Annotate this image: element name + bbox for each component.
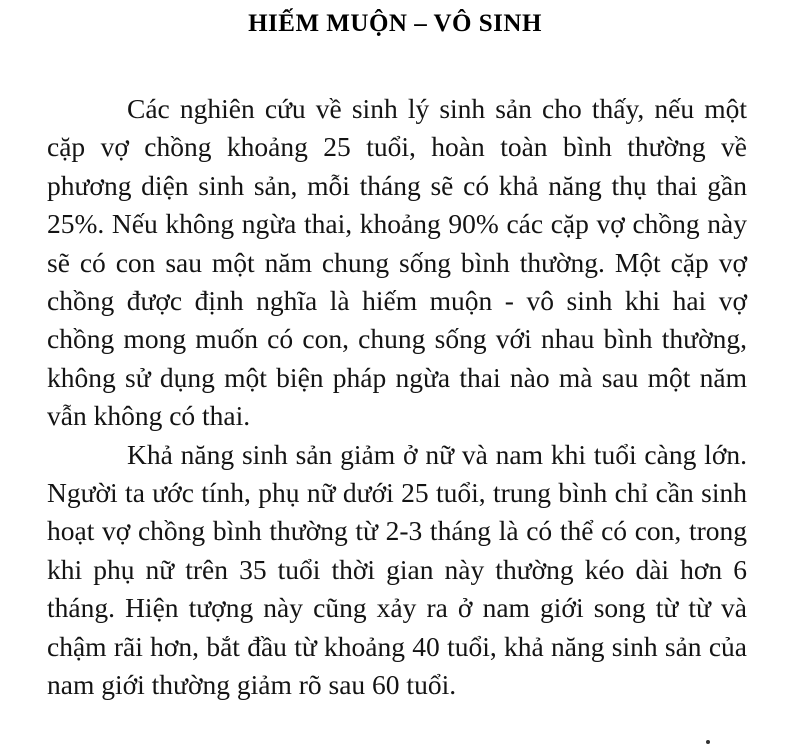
paragraph-line: 25%. Nếu không ngừa thai, khoảng 90% các cặp vợ chồng này	[47, 208, 747, 240]
paragraph-line: khi phụ nữ trên 35 tuổi thời gian này thường kéo dài hơn 6	[47, 553, 747, 585]
paragraph-line: chồng mong muốn có con, chung sống với nhau bình thường,	[47, 323, 747, 355]
paragraph-line: vẫn không có thai.	[47, 400, 251, 432]
document-body	[47, 90, 747, 705]
paragraph-line: Các nghiên cứu về sinh lý sinh sản cho thấy, nếu một	[127, 93, 747, 124]
paragraph-line: Người ta ước tính, phụ nữ dưới 25 tuổi, trung bình chỉ cần sinh	[47, 477, 747, 509]
paragraph-line: sẽ có con sau một năm chung sống bình thường. Một cặp vợ	[47, 246, 747, 278]
paragraph-line: chồng được định nghĩa là hiếm muộn - vô sinh khi hai vợ	[47, 285, 747, 317]
paragraph-line: Khả năng sinh sản giảm ở nữ và nam khi tuổi càng lớn.	[127, 438, 747, 470]
paragraph-2	[47, 436, 747, 705]
paragraph-line: hoạt vợ chồng bình thường từ 2-3 tháng là có thể có con, trong	[47, 515, 747, 547]
paragraph-line: không sử dụng một biện pháp ngừa thai nào mà sau một năm	[47, 361, 747, 393]
paragraph-line: nam giới thường giảm rõ sau 60 tuổi.	[47, 669, 457, 701]
document-title: HIẾM MUỘN – VÔ SINH	[248, 10, 542, 37]
scan-speck	[706, 740, 710, 744]
paragraph-line: cặp vợ chồng khoảng 25 tuổi, hoàn toàn bình thường về	[47, 131, 747, 163]
paragraph-1	[47, 90, 747, 436]
paragraph-line: tháng. Hiện tượng này cũng xảy ra ở nam giới song từ từ và	[47, 592, 747, 624]
paragraph-line: chậm rãi hơn, bắt đầu từ khoảng 40 tuổi, khả năng sinh sản của	[47, 630, 747, 662]
paragraph-line: phương diện sinh sản, mỗi tháng sẽ có khả năng thụ thai gần	[47, 169, 747, 201]
